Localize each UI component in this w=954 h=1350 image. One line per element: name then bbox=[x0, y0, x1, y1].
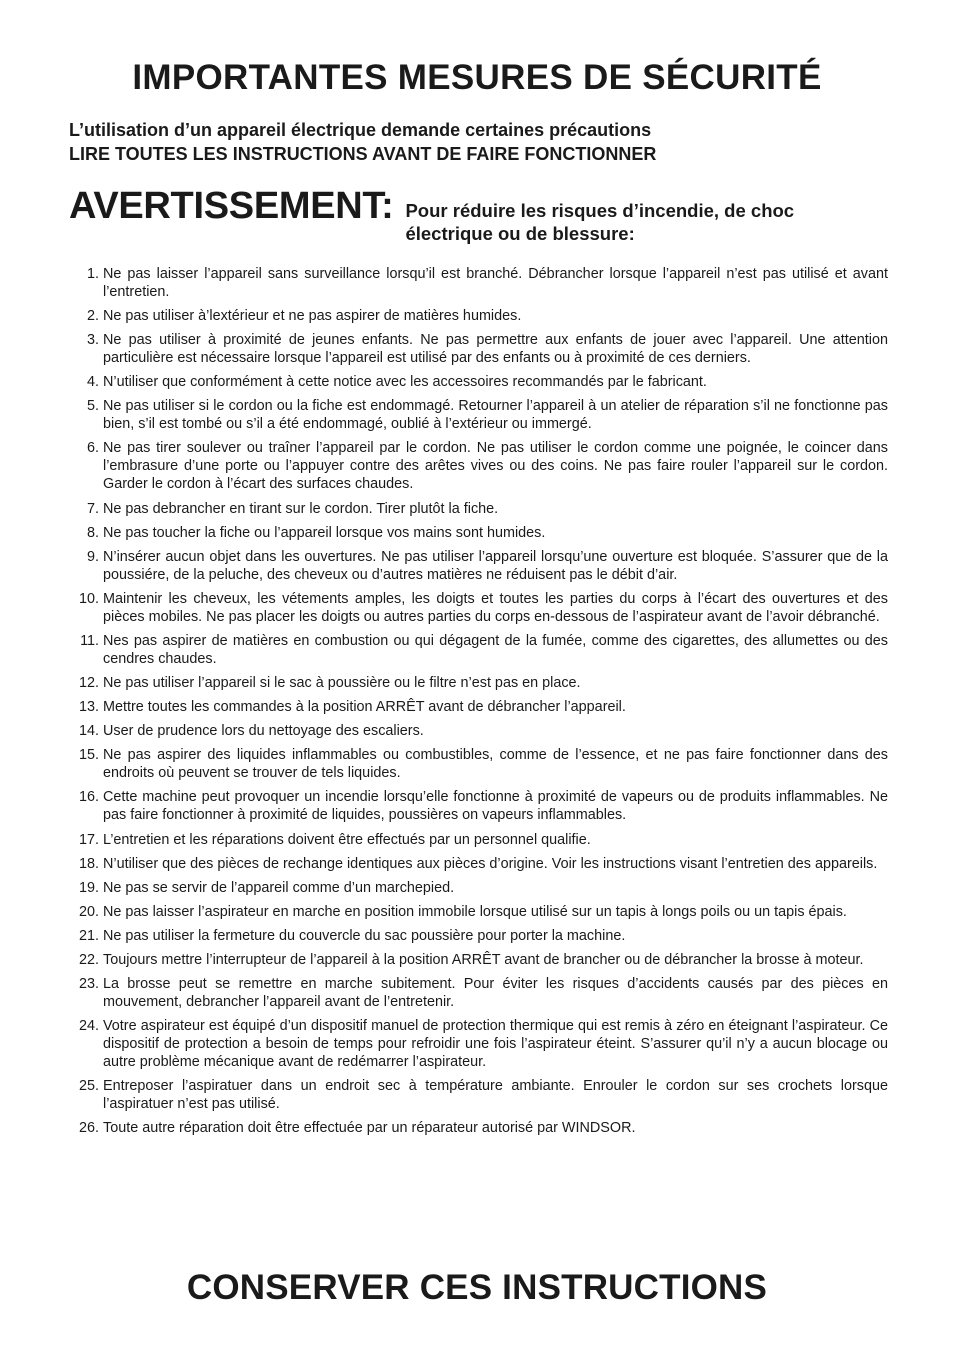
item-number: 21. bbox=[78, 927, 99, 944]
item-number: 18. bbox=[78, 855, 99, 872]
list-item bbox=[72, 831, 888, 849]
item-text: Maintenir les cheveux, les vétements amples, les doigts et toutes les parties du corps à l’écart des ouvertures et des pièces mobiles. Ne pas placer les doigts ou autres parties du corps en-dessous de l’aspirateur avant de l’avoir débranché. bbox=[103, 590, 888, 625]
subtitle-precautions: L’utilisation d’un appareil électrique demande certaines précautions bbox=[69, 120, 652, 140]
list-item bbox=[72, 632, 888, 668]
warning-label: AVERTISSEMENT: bbox=[69, 185, 394, 227]
item-text: Ne pas se servir de l’appareil comme d’un marchepied. bbox=[103, 879, 455, 896]
item-text: N’utiliser que des pièces de rechange identiques aux pièces d’origine. Voir les instructions visant l’entretien des appareils. bbox=[103, 855, 878, 872]
item-text: Ne pas utiliser à proximité de jeunes enfants. Ne pas permettre aux enfants de jouer avec l’appareil. Une attention particulière est nécessaire lorsque l’appareil est utilisé par des enfants ou à proximité de ces derniers. bbox=[103, 332, 888, 367]
item-text: Nes pas aspirer de matières en combustion ou qui dégagent de la fumée, comme des cigarettes, des allumettes ou des cendres chaudes. bbox=[103, 632, 888, 667]
item-number: 20. bbox=[78, 903, 99, 920]
item-number: 14. bbox=[78, 723, 99, 740]
item-text: Votre aspirateur est équipé d’un dispositif manuel de protection thermique qui est remis à zéro en éteignant l’aspirateur. Ce dispositif de protection a besoin de temps pour refroidir une fois l’aspirateur éteint. S’assurer qu’il n’y a aucun blocage ou autre problème mécanique avant de redémarrer l’aspirateur. bbox=[103, 1018, 888, 1071]
item-text: L’entretien et les réparations doivent être effectués par un personnel qualifie. bbox=[103, 831, 591, 848]
item-number: 22. bbox=[78, 951, 99, 968]
list-item bbox=[72, 1077, 888, 1113]
item-text: Ne pas aspirer des liquides inflammables ou combustibles, comme de l’essence, et ne pas faire fonctionner dans des endroits où peuvent se trouver de tels liquides. bbox=[103, 747, 888, 782]
item-text: Cette machine peut provoquer un incendie lorsqu’elle fonctionne à proximité de vapeurs ou de produits inflammables. Ne pas faire fonctionner à proximité de liquides, poussières on vapeurs inflammables. bbox=[103, 789, 888, 824]
list-item bbox=[72, 788, 888, 824]
list-item bbox=[72, 590, 888, 626]
list-item bbox=[72, 927, 888, 945]
safety-list bbox=[72, 265, 888, 1143]
list-item bbox=[72, 1119, 888, 1137]
item-number: 17. bbox=[78, 831, 99, 848]
warning-block bbox=[69, 186, 889, 245]
item-number: 4. bbox=[86, 374, 99, 391]
list-item bbox=[72, 879, 888, 897]
item-text: Ne pas laisser l’appareil sans surveillance lorsqu’il est branché. Débrancher lorsque l’appareil n’est pas utilisé et avant l’entretien. bbox=[103, 266, 888, 300]
item-text: N’utiliser que conformément à cette notice avec les accessoires recommandés par le fabricant. bbox=[103, 374, 707, 391]
item-number: 13. bbox=[78, 699, 99, 716]
list-item bbox=[72, 722, 888, 740]
item-number: 10. bbox=[78, 590, 99, 607]
list-item bbox=[72, 975, 888, 1011]
item-number: 26. bbox=[78, 1120, 99, 1137]
list-item bbox=[72, 524, 888, 542]
item-text: User de prudence lors du nettoyage des escaliers. bbox=[103, 723, 424, 740]
item-number: 15. bbox=[78, 747, 99, 764]
item-text: Ne pas utiliser l’appareil si le sac à poussière ou le filtre n’est pas en place. bbox=[103, 675, 581, 692]
item-text: Ne pas laisser l’aspirateur en marche en position immobile lorsque utilisé sur un tapis à longs poils ou un tapis épais. bbox=[103, 903, 847, 920]
list-item bbox=[72, 265, 888, 301]
item-text: Toute autre réparation doit être effectuée par un réparateur autorisé par WINDSOR. bbox=[103, 1120, 636, 1137]
item-number: 11. bbox=[80, 632, 99, 649]
list-item bbox=[72, 1017, 888, 1071]
item-number: 19. bbox=[78, 879, 99, 896]
item-text: Ne pas toucher la fiche ou l’appareil lorsque vos mains sont humides. bbox=[103, 524, 546, 541]
item-number: 23. bbox=[78, 976, 99, 993]
subtitle-read-instructions: LIRE TOUTES LES INSTRUCTIONS AVANT DE FAIRE FONCTIONNER bbox=[69, 144, 657, 164]
list-item bbox=[72, 373, 888, 391]
item-text: Entreposer l’aspiratuer dans un endroit sec à température ambiante. Enrouler le cordon sur ses crochets lorsque l’aspiratuer n’est pas utilisé. bbox=[103, 1078, 888, 1113]
item-text: Toujours mettre l’interrupteur de l’appareil à la position ARRÊT avant de brancher ou de débrancher la brosse à moteur. bbox=[103, 951, 864, 968]
footer-title: CONSERVER CES INSTRUCTIONS bbox=[186, 1268, 768, 1307]
item-number: 25. bbox=[78, 1078, 99, 1095]
item-text: Ne pas utiliser si le cordon ou la fiche est endommagé. Retourner l’appareil à un atelier de réparation s’il ne fonctionne pas bien, s’il est tombé ou s’il a été endommagé, oublié à l’extérieur ou immergé. bbox=[103, 398, 888, 433]
item-number: 5. bbox=[86, 398, 99, 415]
list-item bbox=[72, 674, 888, 692]
item-number: 7. bbox=[86, 500, 99, 517]
item-text: Ne pas tirer soulever ou traîner l’appareil par le cordon. Ne pas utiliser le cordon comme une poignée, le coincer dans l’embrasure d’une porte ou l’appuyer contre des arêtes vives ou des coins. Ne pas faire rouler l’appareil sur le cordon. Garder le cordon à l’écart des surfaces chaudes. bbox=[103, 440, 888, 493]
item-number: 1. bbox=[86, 266, 99, 282]
item-text: N’insérer aucun objet dans les ouvertures. Ne pas utiliser l’appareil lorsqu’une ouverture est bloquée. S’assurer que de la poussiére, de la peluche, des cheveux ou d’autres matières ne réduisent pas le débit d’air. bbox=[103, 548, 888, 583]
item-number: 2. bbox=[86, 308, 99, 325]
list-item bbox=[72, 548, 888, 584]
item-number: 12. bbox=[78, 675, 99, 692]
item-number: 24. bbox=[78, 1018, 99, 1035]
item-number: 3. bbox=[86, 332, 99, 349]
item-text: Mettre toutes les commandes à la position ARRÊT avant de débrancher l’appareil. bbox=[103, 699, 626, 716]
item-text: Ne pas utiliser la fermeture du couvercle du sac poussière pour porter la machine. bbox=[103, 927, 626, 944]
list-item bbox=[72, 500, 888, 518]
list-item bbox=[72, 903, 888, 921]
list-item bbox=[72, 307, 888, 325]
list-item bbox=[72, 951, 888, 969]
list-item bbox=[72, 698, 888, 716]
item-number: 9. bbox=[86, 548, 99, 565]
item-text: La brosse peut se remettre en marche subitement. Pour éviter les risques d’accidents causés par des pièces en mouvement, debrancher l’appareil avant de l’entretenir. bbox=[103, 976, 888, 1011]
list-item bbox=[72, 746, 888, 782]
item-number: 6. bbox=[86, 440, 99, 457]
warning-text: Pour réduire les risques d’incendie, de choc électrique ou de blessure: bbox=[405, 200, 795, 244]
page-title: IMPORTANTES MESURES DE SÉCURITÉ bbox=[132, 58, 822, 97]
item-number: 16. bbox=[78, 789, 99, 806]
list-item bbox=[72, 855, 888, 873]
item-number: 8. bbox=[86, 524, 99, 541]
list-item bbox=[72, 397, 888, 433]
list-item bbox=[72, 331, 888, 367]
item-text: Ne pas utiliser à’lextérieur et ne pas aspirer de matières humides. bbox=[103, 308, 522, 325]
list-item bbox=[72, 439, 888, 493]
item-text: Ne pas debrancher en tirant sur le cordon. Tirer plutôt la fiche. bbox=[103, 500, 499, 517]
